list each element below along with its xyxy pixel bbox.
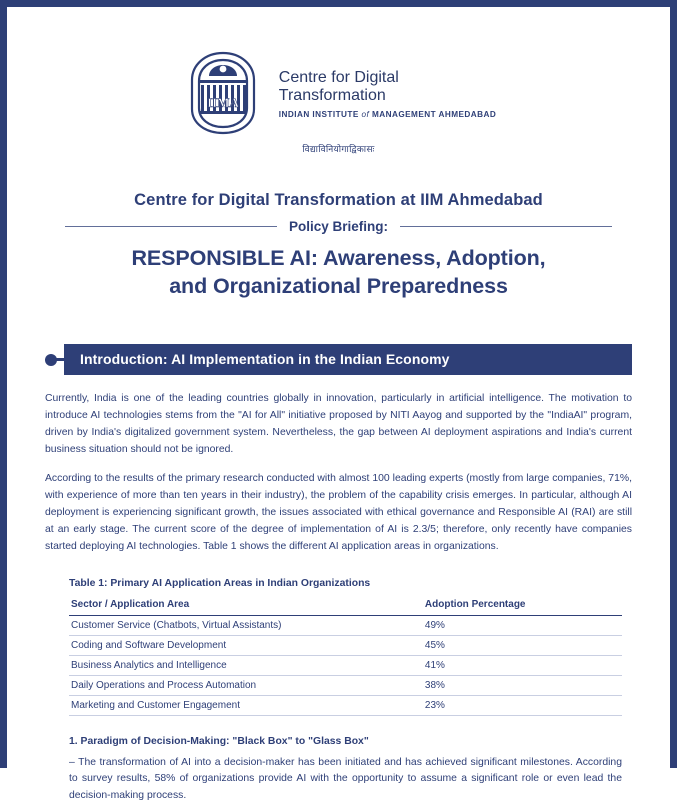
subsection-paragraph: – The transformation of AI into a decision-maker has been initiated and has achieved significant milestones. According to survey results, 58% of organizations provide AI with the opportunity to assume a significant role or even lead the decision-making process. <box>69 756 622 802</box>
table-row <box>69 695 622 715</box>
table-caption: Table 1: Primary AI Application Areas in Indian Organizations <box>69 577 371 589</box>
subsection-heading: 1. Paradigm of Decision-Making: "Black Box" to "Glass Box" <box>69 735 369 747</box>
ai-application-areas-table <box>69 596 622 716</box>
institute-suffix: MANAGEMENT AHMEDABAD <box>371 110 497 119</box>
institute-prefix: INDIAN INSTITUTE <box>278 110 359 119</box>
section-banner-title: Introduction: AI Implementation in the Indian Economy <box>64 344 632 375</box>
logo-line-2: Transformation <box>278 87 386 104</box>
table-block <box>45 578 632 716</box>
logo-line-1: Centre for Digital <box>278 69 399 86</box>
organization-line: Centre for Digital Transformation at IIM Ahmedabad <box>134 191 543 209</box>
intro-paragraph-2: According to the results of the primary research conducted with almost 100 leading experts (mostly from large companies, 71%, with experience of more than ten years in their industry), the problem of the capability crisis emerges. In particular, although AI deployment is experiencing significant growth, the issues associated with ethical governance and Responsible AI (RAI) are still at an early stage. The current score of the degree of implementation of AI is 2.3/5; therefore, only recently have companies started deploying AI technologies. Table 1 shows the different AI application areas in organizations. <box>45 473 632 552</box>
table-cell-adoption: 45% <box>423 635 622 655</box>
table-cell-sector: Marketing and Customer Engagement <box>69 695 423 715</box>
logo-motto: विद्याविनियोगाद्विकासः <box>302 144 375 154</box>
table-row <box>69 655 622 675</box>
page-title-line-1: RESPONSIBLE AI: Awareness, Adoption, <box>131 246 546 270</box>
iima-logo-icon <box>181 49 265 139</box>
table-cell-sector: Coding and Software Development <box>69 635 423 655</box>
table-cell-adoption: 49% <box>423 615 622 635</box>
table-row <box>69 615 622 635</box>
table-cell-sector: Customer Service (Chatbots, Virtual Assistants) <box>69 615 423 635</box>
section-banner <box>45 344 632 375</box>
rule-right <box>400 226 612 227</box>
table-cell-sector: Business Analytics and Intelligence <box>69 655 423 675</box>
logo-wordmark <box>279 69 496 119</box>
logo-header <box>45 49 632 139</box>
table-cell-adoption: 38% <box>423 675 622 695</box>
rule-left <box>65 226 277 227</box>
table-cell-adoption: 23% <box>423 695 622 715</box>
page-title <box>45 245 632 300</box>
table-row <box>69 635 622 655</box>
page-title-line-2: and Organizational Preparedness <box>169 273 508 298</box>
banner-dot-icon <box>45 354 57 366</box>
svg-text:IIMA: IIMA <box>206 95 239 110</box>
table-cell-sector: Daily Operations and Process Automation <box>69 675 423 695</box>
page-inner <box>7 49 670 805</box>
table-header-adoption: Adoption Percentage <box>423 596 622 616</box>
title-block <box>45 191 632 300</box>
policy-briefing-label: Policy Briefing: <box>289 219 389 234</box>
policy-briefing-row <box>65 219 612 234</box>
table-header-sector: Sector / Application Area <box>69 596 423 616</box>
table-header-row <box>69 596 622 616</box>
intro-paragraph-1: Currently, India is one of the leading countries globally in innovation, particularly in artificial intelligence. The motivation to introduce AI technologies stems from the "AI for All" initiative proposed by NITI Aayog and supported by the "IndiaAI" program, driven by India's digitalized government system. Nevertheless, the gap between AI deployment aspirations and India's current business situation should not be ignored. <box>45 393 632 455</box>
table-row <box>69 675 622 695</box>
institute-of: of <box>361 110 370 119</box>
table-cell-adoption: 41% <box>423 655 622 675</box>
logo-institute-line <box>279 110 496 119</box>
